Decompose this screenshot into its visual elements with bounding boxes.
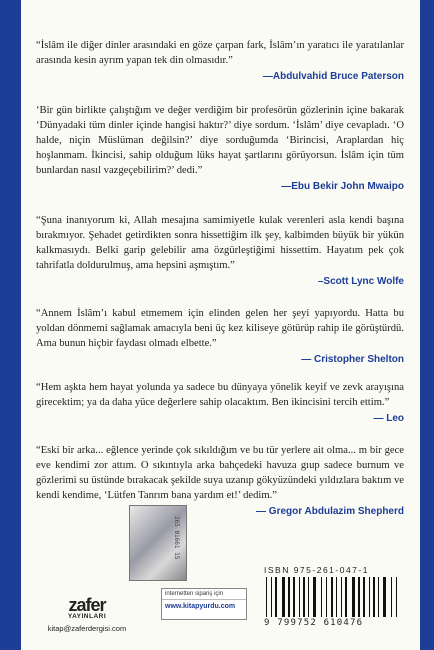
barcode-bar (396, 577, 397, 617)
quote-2 (36, 103, 404, 194)
barcode-bar (321, 577, 322, 617)
barcode-bar (369, 577, 370, 617)
publisher-name: zafer (68, 595, 106, 615)
order-label: internetten sipariş için (162, 589, 246, 600)
order-box (161, 588, 247, 620)
quote-3 (36, 213, 404, 289)
barcode-bar (331, 577, 333, 617)
quote-author: — Cristopher Shelton (301, 354, 404, 365)
barcode-bars (264, 577, 404, 617)
barcode-bar (363, 577, 365, 617)
quote-author: —Abdulvahid Bruce Paterson (262, 71, 404, 82)
publisher-logo (47, 597, 127, 633)
hologram-sticker (129, 505, 187, 581)
quote-author: —Ebu Bekir John Mwaipo (281, 181, 404, 192)
barcode-bar (275, 577, 277, 617)
barcode-bar (326, 577, 327, 617)
barcode-bar (383, 577, 386, 617)
publisher-subtitle: YAYINLARI (67, 613, 107, 620)
quote-author: –Scott Lync Wolfe (317, 276, 404, 287)
barcode-bar (299, 577, 300, 617)
barcode-bar (341, 577, 342, 617)
quote-author: — Leo (373, 413, 404, 424)
quote-text: “Annem İslâm’ı kabul etmemem için elinden gelen her şeyi yapıyordu. Hatta bu yoldan dönmemi sağlamak amacıyla beni üç kez kiliseye götürüp rahip ile görüştürdü. Ama bunun hiçbir faydası olmadı elbette.” (36, 308, 404, 349)
barcode-bar (373, 577, 375, 617)
barcode-bar (266, 577, 267, 617)
quote-text: “Şuna inanıyorum ki, Allah mesajına samimiyetle kulak verenleri asla kendi başına bırakmıyor. Şehadet getirdikten sonra hissettiğim ilk şey, kalbimden büyük bir yükün kalkmasıydı. Belki garip gelebilir ama özgürleştiğimi hissettim. Hayatım pek çok tahrifatla doldurulmuş, ama hepsini aşmıştım.” (36, 215, 404, 271)
barcode-bar (288, 577, 290, 617)
quote-text: ‘Bir gün birlikte çalıştığım ve değer verdiğim bir profesörün gözlerinin içine bakarak ‘Dünyadaki tüm dinler içinde hangisi haktır?’ diye sordum. ‘İslâm’ diye cevapladı. ‘O halde, niçin Müslüman değilsin?’ diye sorduğumda ‘Birincisi, Araplardan hiç hoşlanmam. İkincisi, sahip olduğum lüks hayat şartlarını görüyorsun. İslâm için tüm bunlardan nasıl vazgeçebilirim?’ dedi.” (36, 105, 404, 176)
quote-text: “Eski bir arka... eğlence yerinde çok sıkıldığım ve bu tür yerlere ait olma... m bir gece eve kendimi zor attım. O sıkıntıyla arka bahçedeki havuza gıup sadece burnum ve gözlerimi su üstünde bırakacak şekilde suya uzanıp gökyüzündeki yıldızlara baktım ve kendi kendime, ‘Lütfen Tanrım bana yardım et!’ dedim.” (36, 445, 404, 501)
quote-1 (36, 38, 404, 84)
barcode-bar (391, 577, 392, 617)
barcode-bar (313, 577, 316, 617)
quote-4 (36, 306, 404, 367)
barcode-bar (303, 577, 305, 617)
barcode-bar (378, 577, 379, 617)
barcode-bar (293, 577, 295, 617)
barcode-bar (345, 577, 347, 617)
barcode-bar (352, 577, 355, 617)
isbn-barcode (264, 565, 404, 628)
barcode-bar (308, 577, 309, 617)
quote-5 (36, 380, 404, 426)
barcode-bar (358, 577, 360, 617)
hologram-text: 265 01661 15 (173, 516, 180, 560)
isbn-label: ISBN 975-261-047-1 (264, 565, 369, 575)
publisher-email: kitap@zaferdergisi.com (47, 624, 127, 633)
back-cover (21, 0, 420, 650)
quote-text: “Hem aşkta hem hayat yolunda ya sadece bu dünyaya yönelik keyif ve zevk arayışına girecektim; ya da daha yüce değerlere sahip olacaktım. Ben ikincisini tercih ettim.” (36, 382, 404, 408)
barcode-digits: 9 799752 610476 (264, 618, 364, 628)
quote-text: “İslâm ile diğer dinler arasındaki en göze çarpan fark, İslâm’ın yaratıcı ile yaratılanlar arasında kesin ayrım yapan tek din olmasıdır.” (36, 40, 404, 66)
quote-author: — Gregor Abdulazim Shepherd (256, 506, 404, 517)
quote-6 (36, 443, 404, 519)
barcode-bar (336, 577, 337, 617)
order-url: www.kitapyurdu.com (165, 603, 236, 610)
barcode-bar (271, 577, 272, 617)
barcode-bar (282, 577, 285, 617)
